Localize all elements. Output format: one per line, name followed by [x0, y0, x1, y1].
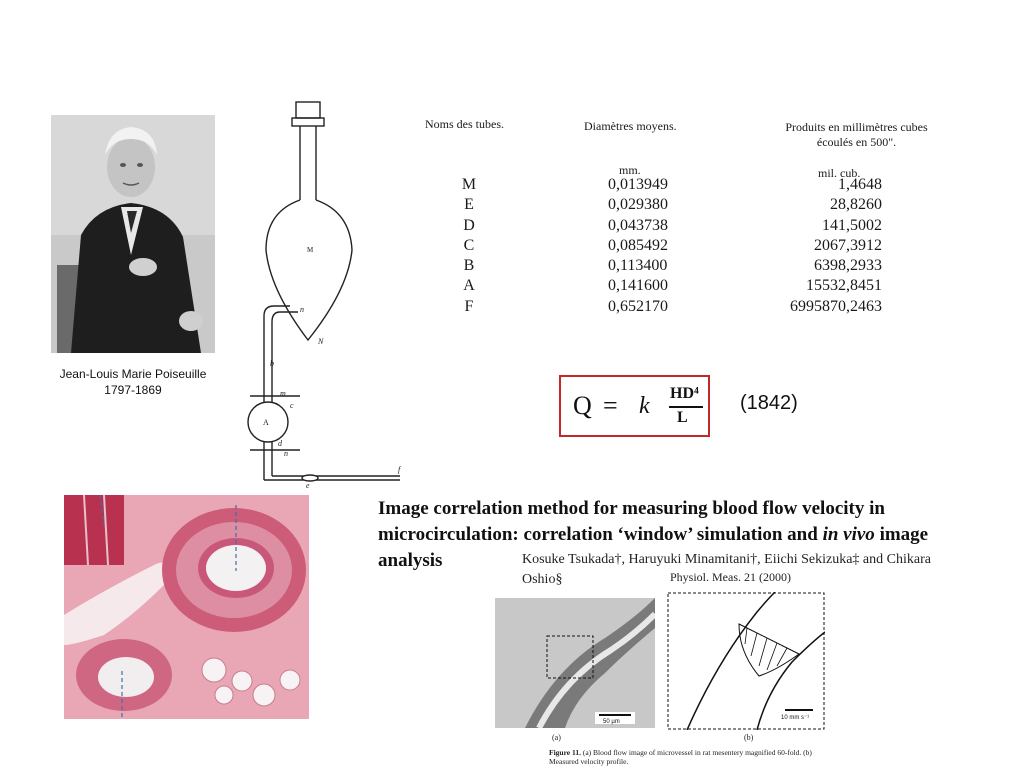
tube-name: M — [461, 176, 477, 193]
diameter-value: 0,113400 — [608, 257, 668, 275]
poiseuille-apparatus-drawing — [230, 100, 410, 490]
tube-name: D — [463, 216, 475, 234]
product-value: 141,5002 — [822, 216, 882, 234]
figure-a-microvessel-image — [495, 598, 655, 728]
fig-b-label: (b) — [744, 733, 754, 742]
product-value: 15532,8451 — [806, 277, 882, 295]
svg-text:c: c — [290, 401, 294, 410]
svg-text:b: b — [270, 359, 274, 368]
diameter-value: 0,085492 — [608, 236, 668, 254]
svg-text:e: e — [306, 481, 310, 490]
diameter-value: 0,043738 — [608, 216, 668, 234]
formula-k: k — [639, 393, 650, 419]
fig-b-scale-label: 10 mm s⁻¹ — [781, 715, 810, 721]
column-products — [770, 175, 882, 317]
figure-caption-number: Figure 11. — [549, 748, 581, 757]
diameter-value: 0,141600 — [608, 277, 668, 295]
header-products-line1: Produits en millimètres cubes — [785, 120, 928, 134]
tube-name: B — [463, 257, 475, 275]
product-value: 6995870,2463 — [790, 297, 882, 315]
portrait-figure — [51, 115, 215, 353]
fig-a-label: (a) — [552, 733, 561, 742]
fig-a-scale-label: 50 µm — [603, 719, 620, 725]
formula-equals: = — [603, 391, 618, 420]
svg-text:f: f — [398, 465, 401, 474]
portrait-caption — [40, 366, 226, 398]
svg-text:n: n — [284, 449, 288, 458]
svg-text:m: m — [280, 389, 286, 398]
tube-name: E — [464, 196, 474, 214]
header-mean-diameters: Diamètres moyens. — [584, 119, 677, 133]
figure-caption-text: (a) Blood flow image of microvessel in rat mesentery magnified 60-fold. (b) Measured velocity profile. — [549, 748, 812, 766]
figure-caption — [549, 748, 839, 766]
vessel-cross-section-image — [64, 495, 309, 719]
tube-name: F — [464, 297, 474, 315]
poiseuille-formula-box — [559, 375, 710, 437]
formula-q: Q — [573, 391, 592, 420]
apparatus-diagram — [230, 100, 410, 490]
tube-name: C — [463, 236, 475, 254]
paper-title-part2: image analysis — [378, 524, 929, 571]
column-diameters — [608, 175, 668, 317]
caption-years: 1797-1869 — [104, 383, 162, 397]
paper-title-part1: Image correlation method for measuring blood flow velocity in microcirculation: correlation ‘window’ simulation and — [378, 498, 885, 545]
diameter-value: 0,013949 — [608, 176, 668, 193]
diameter-value: 0,652170 — [608, 297, 668, 315]
product-value: 2067,3912 — [814, 236, 882, 254]
product-value: 28,8260 — [830, 196, 882, 214]
product-value: 1,4648 — [838, 176, 882, 193]
header-tube-names: Noms des tubes. — [425, 117, 504, 131]
poiseuille-portrait — [51, 115, 215, 353]
svg-text:A: A — [263, 418, 269, 427]
unit-mil-cub: mil. cub. — [818, 166, 861, 180]
histology-micrograph — [64, 495, 309, 719]
header-products-line2: écoulés en 500". — [816, 135, 897, 149]
paper-journal: Physiol. Meas. 21 (2000) — [670, 570, 791, 584]
velocity-profile-diagram — [667, 592, 825, 730]
formula-denominator: L — [677, 409, 688, 426]
paper-authors: Kosuke Tsukada†, Haruyuki Minamitani†, Eiichi Sekizuka‡ and Chikara Oshio§ — [522, 552, 931, 587]
formula-fraction-bar — [669, 406, 703, 408]
figure-b-velocity-profile — [667, 592, 825, 730]
svg-text:N: N — [318, 337, 324, 346]
column-tube-names — [459, 175, 479, 317]
svg-text:d: d — [278, 439, 282, 448]
unit-mm: mm. — [619, 163, 641, 177]
header-products — [764, 120, 949, 150]
svg-text:n: n — [300, 305, 304, 314]
caption-name: Jean-Louis Marie Poiseuille — [59, 367, 207, 381]
formula-year: (1842) — [740, 392, 798, 414]
tube-name: A — [463, 277, 475, 295]
microvessel-photo — [495, 598, 655, 728]
diameter-value: 0,029380 — [608, 196, 668, 214]
formula-numerator: HD⁴ — [670, 385, 699, 402]
paper-title-italic: in vivo — [822, 524, 875, 545]
product-value: 6398,2933 — [814, 257, 882, 275]
svg-text:M: M — [307, 246, 314, 254]
